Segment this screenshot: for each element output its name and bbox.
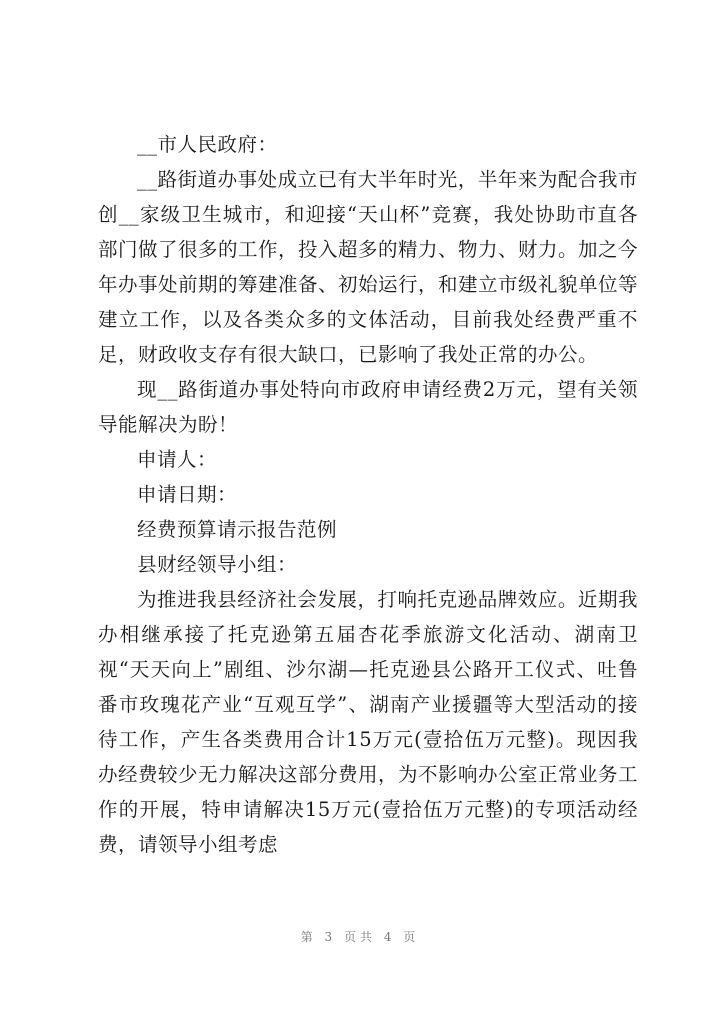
document-body xyxy=(98,127,638,862)
paragraph-section-title: 经费预算请示报告范例 xyxy=(137,518,338,541)
paragraph-applicant: 申请人： xyxy=(137,448,218,471)
paragraph-salutation-2: 县财经领导小组： xyxy=(137,553,298,576)
paragraph-date: 申请日期： xyxy=(137,483,238,506)
paragraph-body-2: 现__路街道办事处特向市政府申请经费2万元，望有关领导能解决为盼！ xyxy=(98,378,638,436)
paragraph-body-3: 为推进我县经济社会发展，打响托克逊品牌效应。近期我办相继承接了托克逊第五届杏花季旅游文化活动、湖南卫视“天天向上”剧组、沙尔湖—托克逊县公路开工仪式、吐鲁番市玫瑰花产业“互观互学”、湖南产业援疆等大型活动的接待工作，产生各类费用合计15万元(壹拾伍万元整)。现因我办经费较少无力解决这部分费用，为不影响办公室正常业务工作的开展，特申请解决15万元(壹拾伍万元整)的专项活动经费，请领导小组考虑 xyxy=(98,588,639,856)
page-number-footer: 第 3 页共 4 页 xyxy=(300,930,420,944)
paragraph-body-1: __路街道办事处成立已有大半年时光，半年来为配合我市创__家级卫生城市，和迎接“天山杯”竞赛，我处协助市直各部门做了很多的工作，投入超多的精力、物力、财力。加之今年办事处前期的筹建准备、初始运行，和建立市级礼貌单位等建立工作，以及各类众多的文体活动，目前我处经费严重不足，财政收支存有很大缺口，已影响了我处正常的办公。 xyxy=(98,168,639,366)
paragraph-salutation-1: __市人民政府： xyxy=(137,133,278,156)
